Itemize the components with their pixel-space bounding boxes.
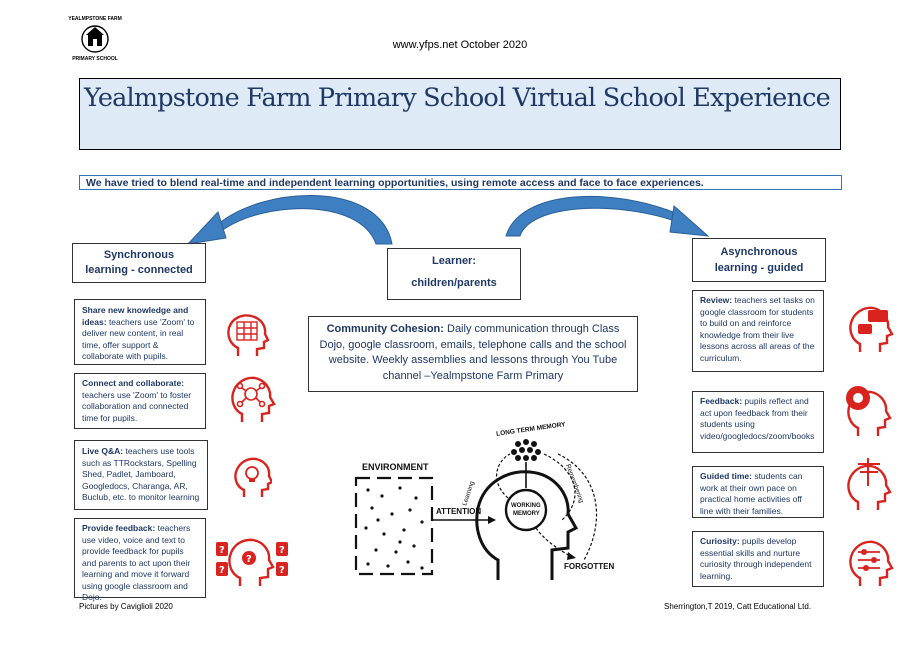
head-network-icon [228, 374, 276, 424]
head-location-icon [842, 382, 894, 438]
synchronous-heading-box [72, 243, 206, 283]
sync-item-text: teachers use 'Zoom' to foster collaboration and connected time for pupils. [82, 389, 192, 423]
async-item-title: Review: [700, 295, 733, 305]
label-working: WORKING [511, 503, 541, 509]
learner-label: Learner: [431, 255, 477, 267]
svg-text:?: ? [246, 554, 252, 565]
community-text: Daily communication through Class Dojo, google classroom, emails, telephone calls and the school website. Weekly assemblies and lessons through You Tube channel –Yealmpstone Farm Primary [319, 323, 627, 382]
community-title: Community Cohesion: [326, 323, 444, 335]
async-item-feedback [692, 391, 824, 453]
site-line: www.yfps.net October 2020 [392, 39, 528, 51]
arrow-left [216, 195, 392, 244]
label-long-term-memory: LONG TERM MEMORY [495, 421, 566, 438]
head-signpost-icon [838, 456, 894, 512]
sync-item-title: Share new knowledge and ideas: [82, 305, 189, 327]
arrow-right [506, 196, 678, 236]
svg-text:?: ? [279, 545, 285, 556]
async-item-guided [692, 466, 824, 518]
environment-frame [356, 478, 432, 574]
async-item-title: Feedback: [700, 396, 743, 406]
sync-item-title: Provide feedback: [82, 523, 156, 533]
sync-item-feedback [74, 518, 206, 602]
async-item-review [692, 290, 824, 372]
head-idea-icon [232, 455, 272, 499]
learner-box [387, 248, 521, 300]
label-attention: ATTENTION [436, 507, 482, 516]
footer-left: Pictures by Caviglioli 2020 [79, 602, 173, 611]
working-memory-circle [506, 490, 546, 530]
sync-item-share [74, 299, 206, 365]
logo-text-bottom: PRIMARY SCHOOL [72, 56, 118, 62]
memory-diagram [348, 410, 618, 585]
label-remembering: Remembering [564, 463, 585, 504]
head-sliders-icon [846, 538, 894, 588]
label-forgotten: FORGOTTEN [564, 562, 615, 571]
sync-item-live-qa [74, 440, 208, 510]
asynchronous-heading: Asynchronous learning - guided [714, 246, 804, 274]
arrow-right-head [670, 206, 708, 236]
arrow-left-head [188, 212, 226, 244]
head-question-icon [214, 530, 294, 588]
head-grid-icon [224, 312, 270, 358]
sync-item-text: teachers use 'Zoom' to deliver new content, in real time, offer support & collaborate with pupils. [82, 316, 195, 361]
async-item-text: pupils develop essential skills and nurture curiosity through independent learning. [700, 536, 812, 581]
async-item-text: pupils reflect and act upon feedback from their students using video/googledocs/zoom/books [700, 396, 815, 441]
environment-dots [364, 486, 423, 569]
async-item-title: Curiosity: [700, 536, 740, 546]
synchronous-heading: Synchronous learning - connected [85, 249, 193, 276]
long-term-memory-node [511, 439, 541, 461]
label-learning: Learning [461, 480, 476, 507]
sync-item-title: Live Q&A: [82, 446, 124, 456]
async-item-title: Guided time: [700, 471, 752, 481]
sync-item-title: Connect and collaborate: [82, 378, 185, 388]
async-item-text: students can work at their own pace on practical home activities off line with their families. [700, 471, 803, 516]
head-dashboard-icon [846, 304, 894, 354]
async-item-text: teachers set tasks on google classroom for students to build on and reinforce knowledge from their live lessons across all areas of the curriculum. [700, 295, 815, 363]
label-environment: ENVIRONMENT [362, 462, 429, 472]
label-memory: MEMORY [513, 511, 540, 517]
asynchronous-heading-box [692, 238, 826, 282]
svg-text:?: ? [219, 565, 225, 576]
learner-value: children/parents [411, 277, 497, 289]
community-box [308, 316, 638, 392]
logo-text-top: YEALMPSTONE FARM [68, 16, 122, 22]
page-title: Yealmpstone Farm Primary School Virtual School Experience [84, 83, 830, 113]
sync-item-text: teachers use video, voice and text to provide feedback for pupils and parents to act upon their learning and move it forward using google classroom and Dojo. [82, 523, 191, 602]
async-item-curiosity [692, 531, 824, 587]
intro-text: We have tried to blend real-time and independent learning opportunities, using remote access and face to face experiences. [86, 177, 704, 189]
sync-item-connect [74, 373, 206, 429]
footer-right: Sherrington,T 2019, Catt Educational Ltd. [664, 602, 812, 611]
svg-text:?: ? [219, 545, 225, 556]
svg-text:?: ? [279, 565, 285, 576]
sync-item-text: teachers use tools such as TTRockstars, Spelling Shed, Padlet, Jamboard, Googledocs, Charanga, AR, Buclub, etc. to monitor learning [82, 446, 200, 502]
